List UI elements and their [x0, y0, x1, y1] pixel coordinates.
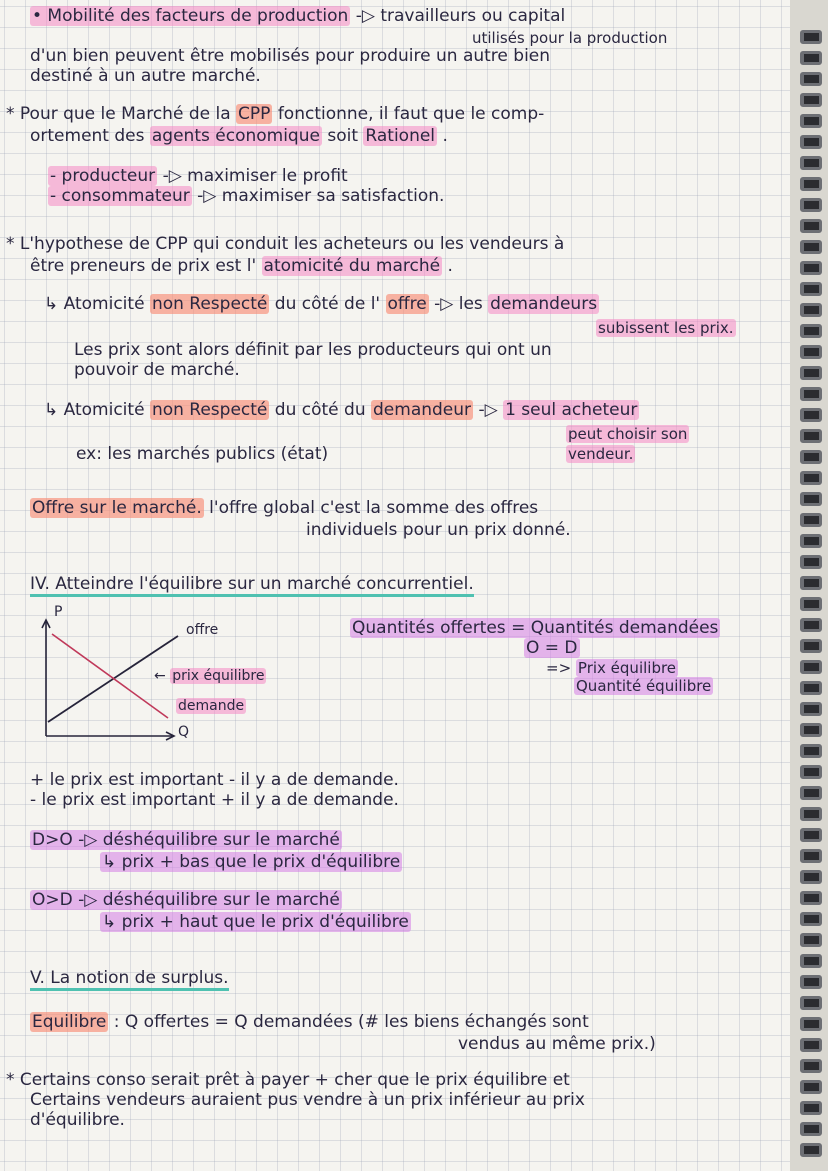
note-line — [6, 1070, 570, 1090]
binding-ring — [800, 975, 822, 989]
note-text: ortement des — [30, 126, 145, 146]
note-line — [6, 234, 564, 254]
binding-ring — [800, 1038, 822, 1052]
binding-ring — [800, 429, 822, 443]
highlight: Offre sur le marché. — [32, 498, 202, 518]
binding-ring — [800, 681, 822, 695]
highlight: demande — [178, 698, 245, 714]
highlight: - consommateur — [50, 186, 190, 206]
section-heading — [30, 968, 229, 988]
highlight: O>D -▷ déshéquilibre sur le marché — [32, 890, 340, 910]
note-line — [74, 360, 240, 380]
binding-ring — [800, 303, 822, 317]
note-text: l'offre global c'est la somme des offres — [209, 498, 539, 518]
binding-ring — [800, 198, 822, 212]
note-text: => — [546, 659, 572, 677]
binding-ring — [800, 135, 822, 149]
highlight: prix équilibre — [172, 668, 265, 684]
supply-label: offre — [186, 622, 219, 638]
binding-ring — [800, 345, 822, 359]
binding-ring — [800, 807, 822, 821]
binding-ring — [800, 555, 822, 569]
binding-ring — [800, 471, 822, 485]
binding-ring — [800, 513, 822, 527]
heading-text: IV. Atteindre l'équilibre sur un marché concurrentiel. — [30, 574, 474, 597]
demand-line — [52, 634, 168, 718]
note-line — [76, 444, 328, 464]
note-text: pouvoir de marché. — [74, 360, 240, 380]
binding-ring — [800, 1143, 822, 1157]
note-line — [458, 1034, 656, 1054]
note-line — [100, 852, 402, 872]
binding-ring — [800, 1080, 822, 1094]
highlight: peut choisir son — [568, 425, 688, 443]
note-text: * Pour que le Marché de la — [6, 104, 231, 124]
x-axis-label: Q — [178, 724, 190, 740]
note-text: vendus au même prix.) — [458, 1034, 656, 1054]
note-text: d'un bien peuvent être mobilisés pour produire un autre bien — [30, 46, 551, 66]
equilibrium-label — [154, 668, 266, 684]
note-line — [574, 676, 713, 696]
note-text: -▷ — [478, 400, 498, 420]
note-line — [30, 770, 399, 790]
binding-ring — [800, 870, 822, 884]
highlight: non Respecté — [151, 400, 268, 420]
note-text: individuels pour un prix donné. — [306, 520, 571, 540]
note-text: * L'hypothese de CPP qui conduit les acheteurs ou les vendeurs à — [6, 234, 565, 254]
note-line — [30, 890, 342, 910]
note-text: du côté de l' — [274, 294, 381, 314]
binding-ring — [800, 702, 822, 716]
binding-ring — [800, 996, 822, 1010]
binding-ring — [800, 240, 822, 254]
binding-ring — [800, 282, 822, 296]
note-text: destiné à un autre marché. — [30, 66, 261, 86]
note-text: d'équilibre. — [30, 1110, 125, 1130]
section-heading — [30, 574, 474, 594]
binding-ring — [800, 177, 822, 191]
binding-ring — [800, 219, 822, 233]
highlight: offre — [387, 294, 427, 314]
note-line — [30, 1012, 589, 1032]
y-axis-label: P — [54, 604, 63, 620]
note-line — [30, 1110, 125, 1130]
binding-ring — [800, 933, 822, 947]
note-text: * Certains conso serait prêt à payer + cher que le prix équilibre et — [6, 1070, 570, 1090]
note-text: -▷ maximiser sa satisfaction. — [197, 186, 445, 206]
note-line — [472, 28, 667, 48]
note-line — [30, 790, 399, 810]
highlight: demandeur — [373, 400, 472, 420]
note-text: -▷ travailleurs ou capital — [355, 6, 566, 26]
highlight: • Mobilité des facteurs de production — [32, 6, 349, 26]
note-text: -▷ les — [434, 294, 483, 314]
note-text: : Q offertes = Q demandées (# les biens échangés sont — [113, 1012, 589, 1032]
binding-ring — [800, 660, 822, 674]
note-line — [30, 498, 538, 518]
highlight: Quantité équilibre — [576, 677, 712, 695]
binding-ring — [800, 156, 822, 170]
highlight: atomicité du marché — [263, 256, 441, 276]
binding-ring — [800, 849, 822, 863]
highlight: Prix équilibre — [577, 659, 677, 677]
binding-ring — [800, 408, 822, 422]
note-line — [30, 256, 453, 276]
note-line — [30, 830, 342, 850]
note-text: du côté du — [274, 400, 366, 420]
demand-label — [176, 698, 246, 714]
note-line — [6, 104, 544, 124]
note-line — [30, 66, 261, 86]
note-text: - le prix est important + il y a de demande. — [30, 790, 399, 810]
binding-ring — [800, 891, 822, 905]
equilibrium-arrow: ← — [154, 668, 166, 684]
note-text: -▷ maximiser le profit — [162, 166, 348, 186]
note-line — [48, 166, 348, 186]
binding-ring — [800, 492, 822, 506]
note-text: ex: les marchés publics (état) — [76, 444, 329, 464]
note-line — [44, 294, 599, 314]
note-line — [44, 400, 639, 420]
highlight: vendeur. — [568, 445, 634, 463]
heading-text: V. La notion de surplus. — [30, 968, 229, 991]
note-line — [524, 638, 580, 658]
binding-ring — [800, 723, 822, 737]
highlight: CPP — [238, 104, 271, 124]
highlight: non Respecté — [151, 294, 268, 314]
binding-ring — [800, 450, 822, 464]
note-line — [100, 912, 411, 932]
note-text: ↳ Atomicité — [44, 400, 145, 420]
binding-ring — [800, 72, 822, 86]
highlight: demandeurs — [490, 294, 598, 314]
highlight: Quantités offertes = Quantités demandées — [352, 618, 719, 638]
note-line — [30, 46, 550, 66]
binding-ring — [800, 1101, 822, 1115]
note-line — [48, 186, 444, 206]
highlight: O = D — [526, 638, 578, 658]
highlight: Rationel — [365, 126, 436, 146]
note-line — [546, 658, 678, 678]
binding-ring — [800, 576, 822, 590]
binding-ring — [800, 93, 822, 107]
spiral-binding — [790, 0, 828, 1171]
note-line — [566, 444, 635, 464]
binding-ring — [800, 366, 822, 380]
binding-ring — [800, 786, 822, 800]
binding-ring — [800, 51, 822, 65]
binding-ring — [800, 534, 822, 548]
note-text: Les prix sont alors définit par les producteurs qui ont un — [74, 340, 552, 360]
note-text: + le prix est important - il y a de demande. — [30, 770, 399, 790]
note-text: Certains vendeurs auraient pus vendre à un prix inférieur au prix — [30, 1090, 585, 1110]
binding-ring — [800, 618, 822, 632]
binding-ring — [800, 744, 822, 758]
binding-ring — [800, 1017, 822, 1031]
note-text: . — [447, 256, 453, 276]
binding-ring — [800, 324, 822, 338]
binding-ring — [800, 639, 822, 653]
note-line — [74, 340, 552, 360]
binding-ring — [800, 597, 822, 611]
binding-ring — [800, 954, 822, 968]
note-line — [30, 6, 565, 26]
note-text: utilisés pour la production — [472, 29, 668, 47]
binding-ring — [800, 387, 822, 401]
binding-ring — [800, 114, 822, 128]
binding-ring — [800, 912, 822, 926]
note-line — [566, 424, 689, 444]
note-line — [306, 520, 571, 540]
highlight: ↳ prix + haut que le prix d'équilibre — [102, 912, 409, 932]
note-line — [30, 1090, 585, 1110]
binding-ring — [800, 30, 822, 44]
note-text: soit — [327, 126, 359, 146]
binding-ring — [800, 765, 822, 779]
note-text: fonctionne, il faut que le comp- — [277, 104, 545, 124]
binding-ring — [800, 1059, 822, 1073]
highlight: subissent les prix. — [598, 319, 734, 337]
note-text: être preneurs de prix est l' — [30, 256, 257, 276]
note-line — [350, 618, 720, 638]
highlight: agents économique — [151, 126, 320, 146]
binding-ring — [800, 828, 822, 842]
note-text: . — [442, 126, 448, 146]
binding-ring — [800, 1122, 822, 1136]
binding-ring — [800, 261, 822, 275]
highlight: - producteur — [50, 166, 156, 186]
highlight: D>O -▷ déshéquilibre sur le marché — [32, 830, 340, 850]
highlight: ↳ prix + bas que le prix d'équilibre — [102, 852, 401, 872]
note-line — [596, 318, 736, 338]
highlight: Equilibre — [32, 1012, 107, 1032]
note-line — [30, 126, 448, 146]
note-text: ↳ Atomicité — [44, 294, 145, 314]
highlight: 1 seul acheteur — [505, 400, 638, 420]
